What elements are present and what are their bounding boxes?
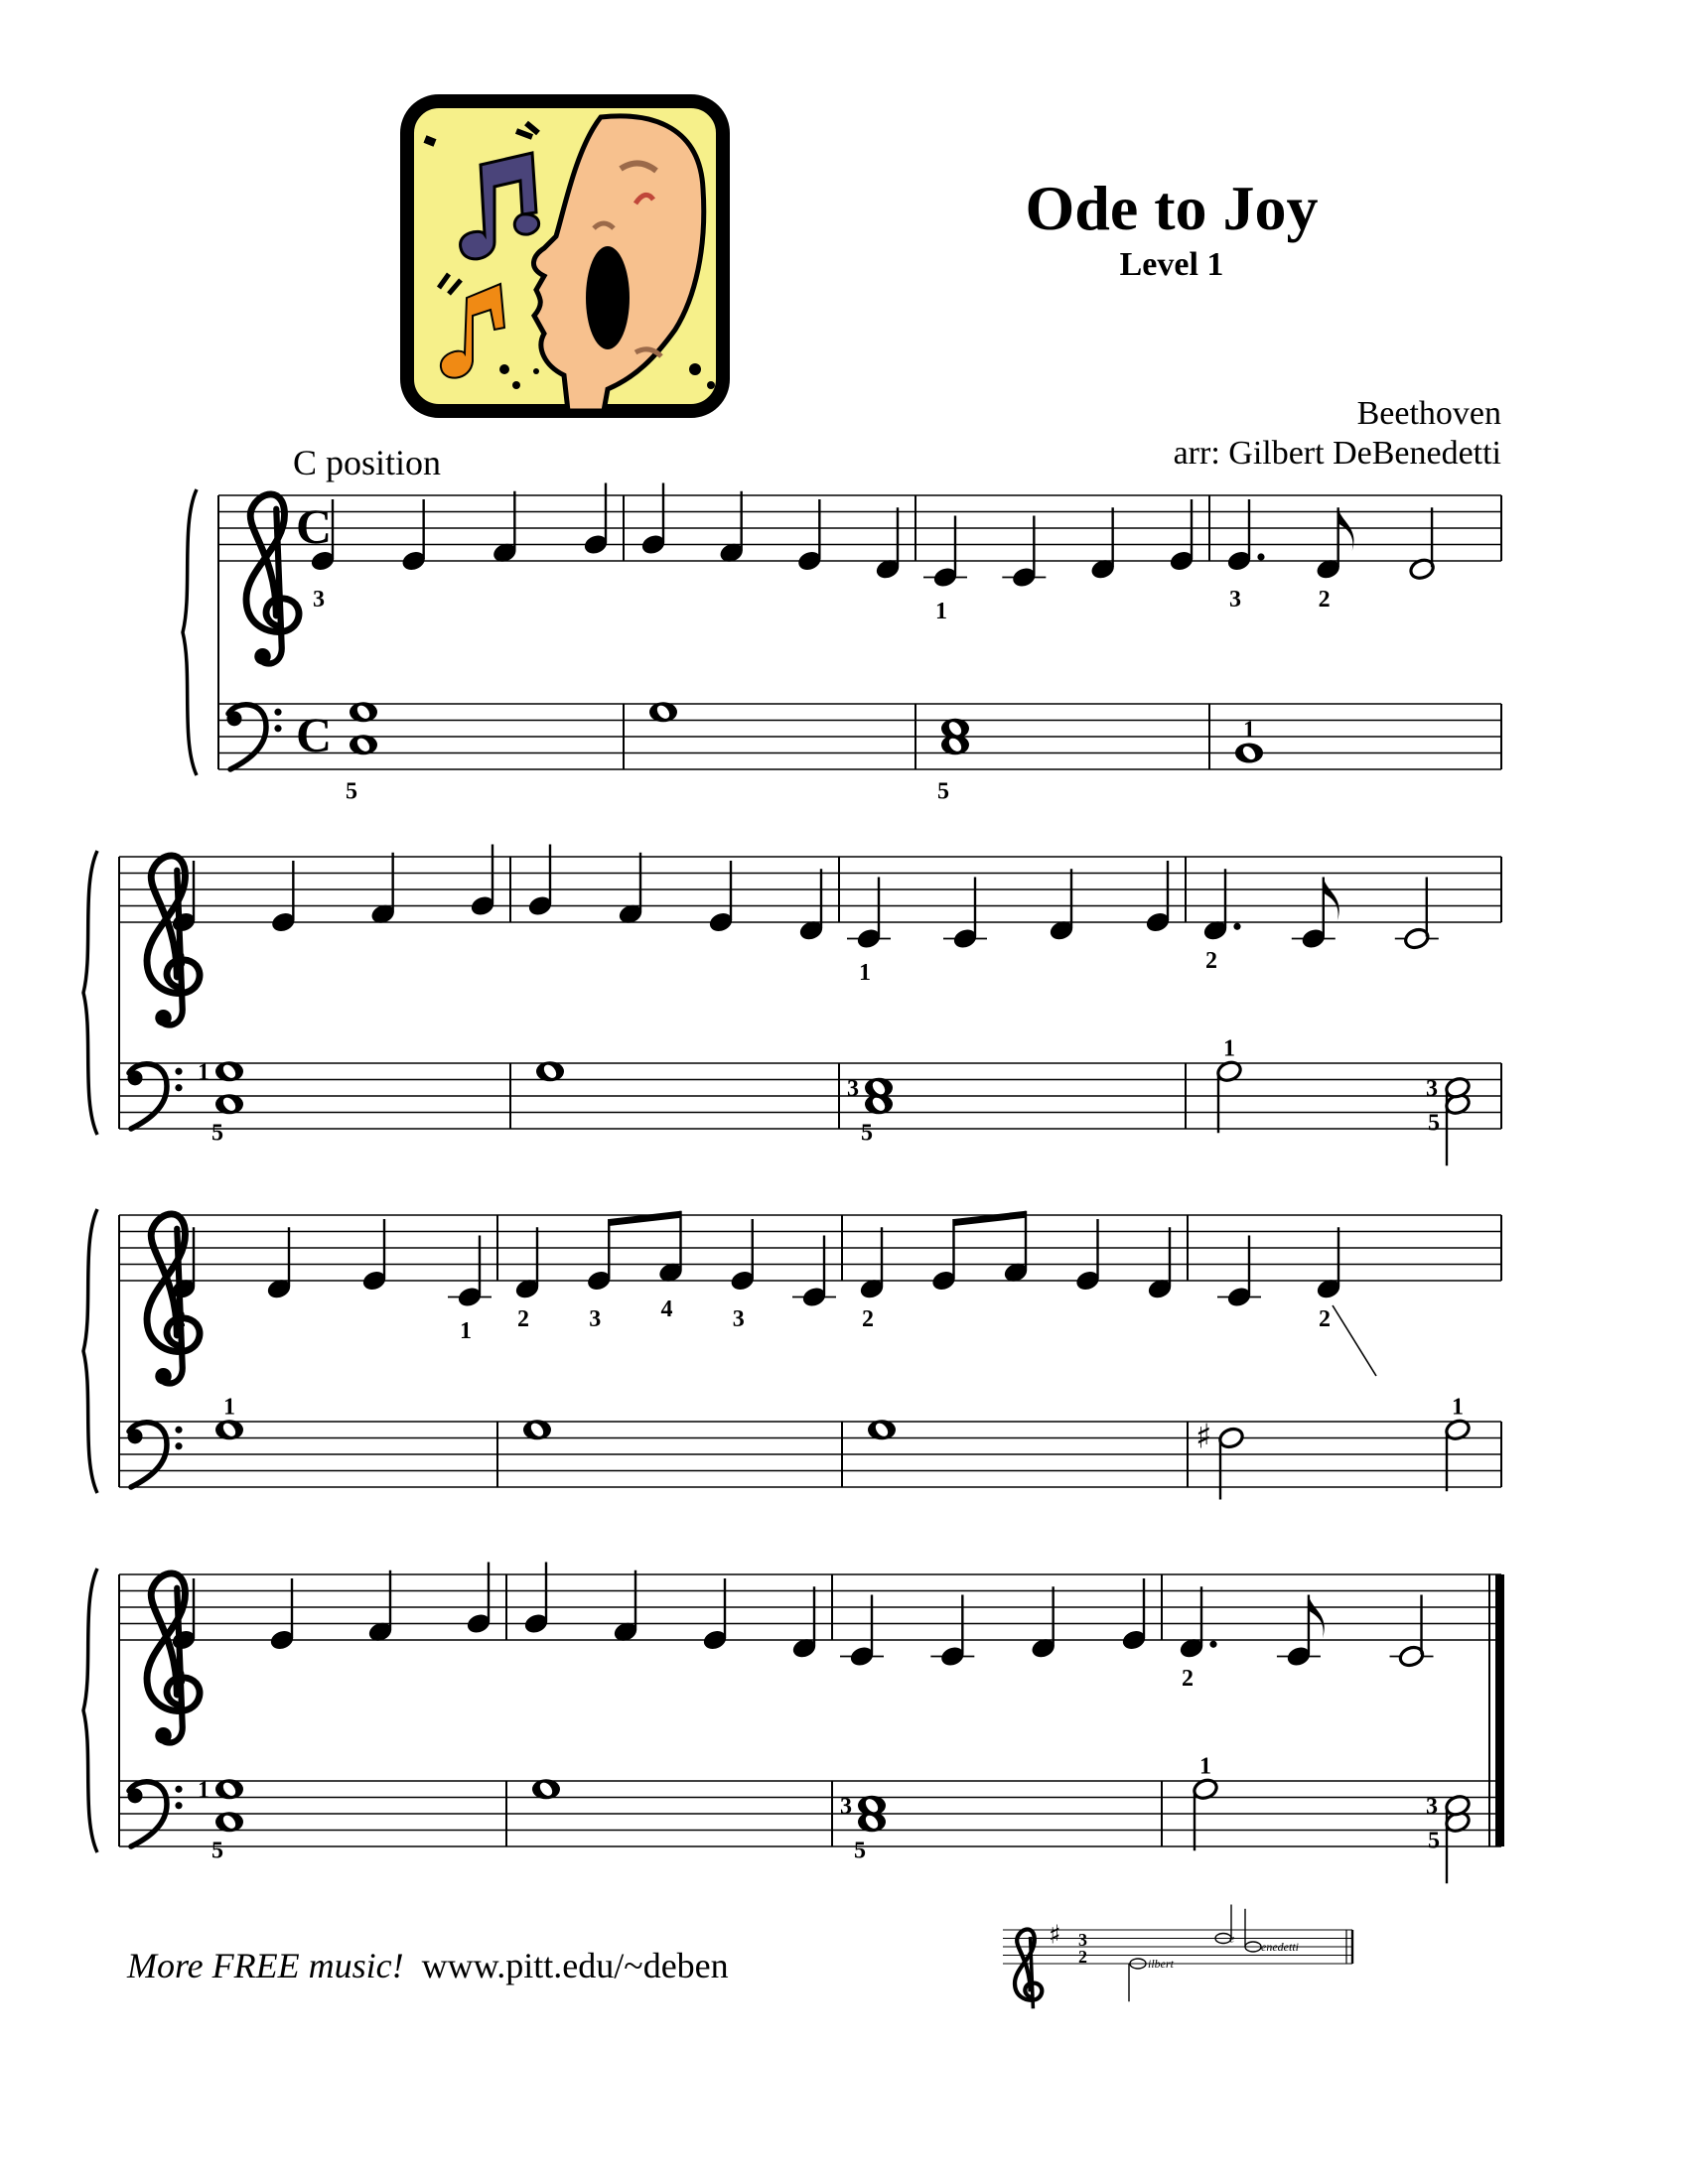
dot [1233,923,1240,930]
dot [1257,553,1264,560]
footer-url[interactable]: www.pitt.edu/~deben [421,1946,729,1985]
fingering-number: 2 [1319,1306,1331,1332]
bass-staff [119,1753,1501,1883]
signature-last-name: enedetti [1261,1940,1299,1954]
fingering-number: 1 [198,1777,210,1804]
note-head [1217,1426,1245,1449]
fingering-number: 3 [1426,1075,1438,1102]
bass-staff [119,1394,1501,1499]
fingering-number: 1 [1452,1394,1464,1421]
bass-staff [119,1035,1501,1165]
beam [954,1211,1027,1226]
treble-staff [119,1563,1501,1744]
time-signature-common: C [296,707,333,762]
fingering-number: 1 [460,1318,472,1344]
arranger-credit: arr: Gilbert DeBenedetti [1173,435,1501,472]
fingering-number: 3 [313,587,325,613]
beam [609,1211,680,1226]
fingering-number: 2 [1318,587,1331,613]
sharp-accidental: ♯ [1196,1417,1212,1457]
treble-clef-icon [147,1214,200,1385]
fingering-number: 3 [174,948,186,974]
grand-staff-brace [83,1569,97,1852]
fingering-number: 3 [174,1666,186,1692]
signature-time-bottom: 2 [1078,1947,1087,1968]
grand-staff-brace [83,1209,97,1493]
fingering-number: 3 [847,1075,859,1102]
signature-de: e [1229,1931,1235,1946]
fingering-number: 2 [862,1306,874,1332]
fingering-number: 1 [198,1059,210,1086]
page-subtitle: Level 1 [1119,246,1224,283]
fingering-number: 5 [1428,1828,1440,1854]
signature-first-name: ilbert [1148,1957,1174,1971]
fingering-number: 1 [935,599,947,624]
fingering-number: 5 [861,1120,873,1147]
composer-credit: Beethoven [1356,395,1501,432]
treble-clef-icon [147,856,200,1026]
fingering-number: 1 [859,960,871,986]
fingering-number: 5 [211,1838,223,1864]
fingering-number: 1 [1199,1753,1211,1780]
fingering-number: 3 [1426,1793,1438,1820]
fingering-number: 1 [223,1394,235,1421]
fingering-number: 4 [660,1297,673,1322]
fingering-number: 2 [174,1306,186,1332]
treble-staff [119,1211,1501,1385]
fingering-number: 1 [1243,717,1255,744]
treble-staff [119,845,1501,1026]
fingering-number: 5 [1428,1110,1440,1137]
grand-staff-brace [183,489,197,775]
staff-change-line [1333,1305,1376,1376]
fingering-number: 3 [589,1306,602,1332]
fingering-number: 5 [937,778,949,805]
fingering-number: 3 [840,1793,852,1820]
flag [1324,878,1339,921]
page-title: Ode to Joy [1025,173,1319,243]
dot [1209,1641,1216,1648]
final-barline [1495,1574,1504,1846]
treble-staff [218,483,1501,665]
time-signature-common: C [296,498,333,554]
footer-promo: More FREE music! [127,1946,404,1985]
fingering-number: 5 [854,1838,866,1864]
fingering-number: 2 [1182,1666,1194,1692]
footer [127,1948,729,1983]
flag [1309,1595,1325,1639]
staff-signature-icon [1003,1905,1352,2009]
bass-staff [218,702,1501,804]
signature-time-top: 3 [1078,1930,1087,1951]
grand-staff-brace [83,851,97,1135]
hand-position-marking: C position [293,443,442,482]
fingering-number: 5 [346,778,357,805]
fingering-number: 1 [1223,1035,1235,1062]
fingering-number: 2 [517,1306,529,1332]
fingering-number: 2 [1205,948,1217,974]
fingering-number: 3 [1229,587,1241,613]
treble-clef-icon [246,494,299,665]
key-signature-sharp: ♯ [1049,1920,1061,1951]
fingering-number: 3 [732,1306,745,1332]
singing-face-with-music-notes-icon [407,101,723,411]
treble-clef-icon [147,1573,200,1744]
fingering-number: 5 [211,1120,223,1147]
